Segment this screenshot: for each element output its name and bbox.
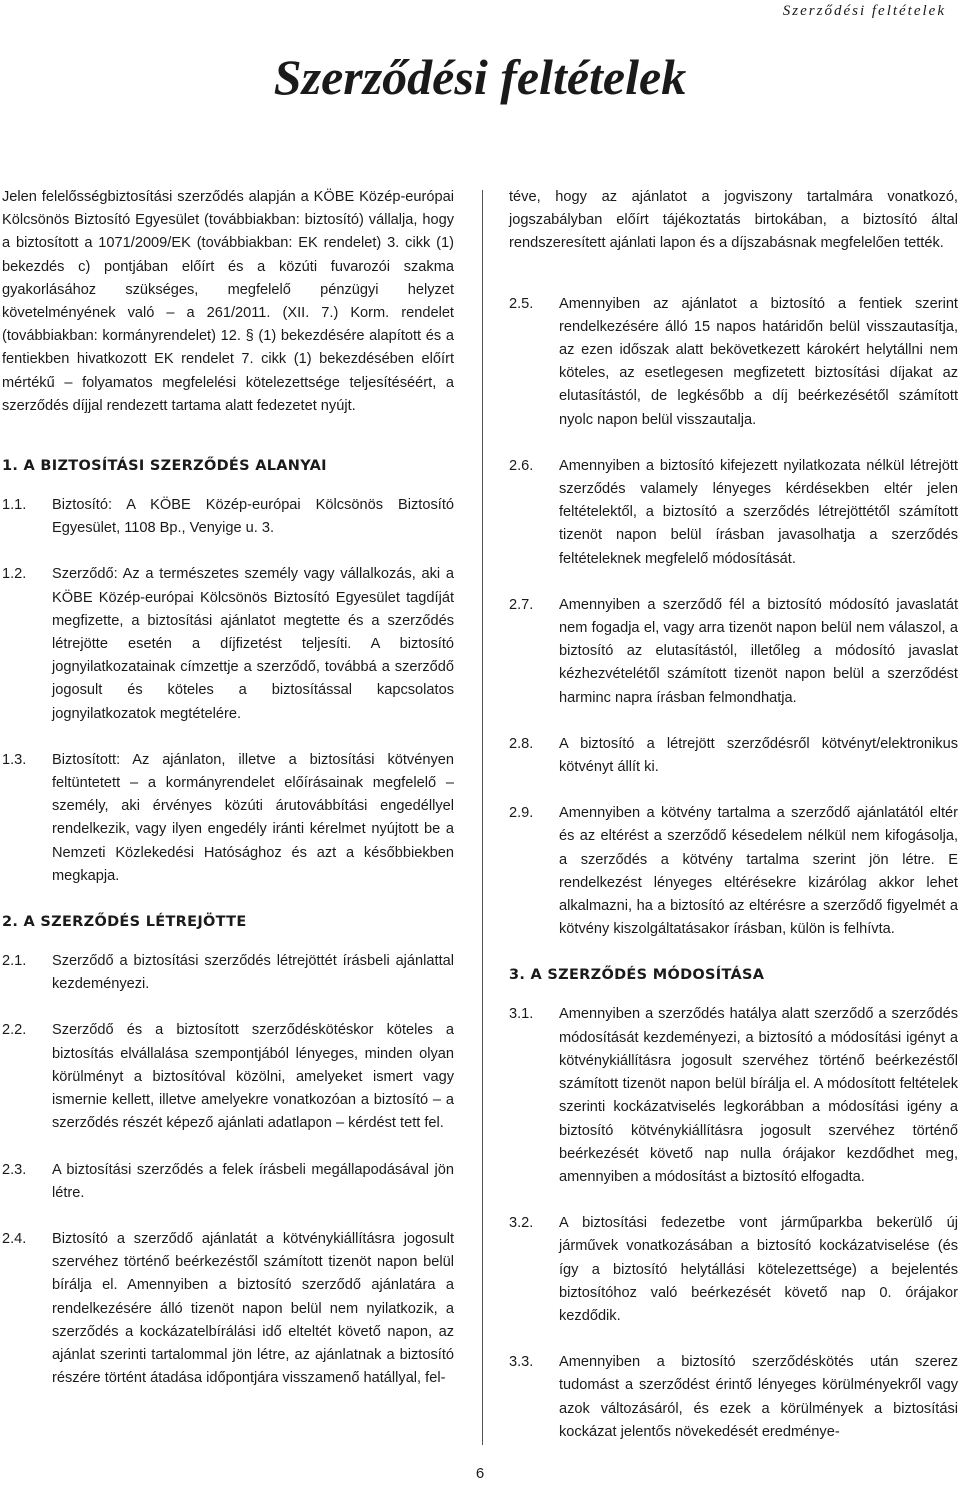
clause-text: Amennyiben az ajánlatot a biztosító a fentiek szerint rendelkezésére álló 15 napos határidőn belül visszautasítja, az ezen időszak alatt bekövetkezett károkért helytállni nem köteles, az esetlegesen megfizetett biztosítási díjakat az elutasítástól, de legkésőbb a díj beérkezésétől számított nyolc napon belül visszautalja. [559, 295, 958, 428]
clause-number: 1.1. [2, 497, 27, 514]
clause-text: Amennyiben a biztosító szerződéskötés után szerez tudomást a szerződést érintő lényeges körülményekről vagy azok változásáról, és ezek a körülmények a biztosítási kockázat jelentős növekedését eredménye- [559, 1354, 958, 1440]
clause-number: 2.4. [2, 1230, 27, 1247]
clause-text: A biztosító a létrejött szerződésről kötvényt/elektronikus kötvényt állít ki. [559, 735, 958, 776]
section-1-heading: 1. A BIZTOSÍTÁSI SZERZŐDÉS ALANYAI [2, 458, 327, 475]
clause-text: Biztosító: A KÖBE Közép-európai Kölcsönös Biztosító Egyesület, 1108 Bp., Venyige u. 3. [52, 497, 454, 537]
clause-2-4 [2, 1228, 454, 1390]
clause-number: 2.1. [2, 953, 27, 970]
clause-text: Amennyiben a biztosító kifejezett nyilatkozata nélkül létrejött szerződés valamely lényeges kérdésekben eltér jelen feltételektől, a biztosító a szerződés létrejöttétől számított tizenöt napon belül írásban javasolhatja a szerződés feltételeknek megfelelő módosítását. [559, 457, 958, 567]
clause-2-9 [509, 802, 958, 941]
clause-2-3 [2, 1159, 454, 1205]
clause-number: 2.7. [509, 596, 534, 613]
clause-number: 3.2. [509, 1215, 534, 1232]
clause-number: 3.1. [509, 1006, 534, 1023]
section-3-heading: 3. A SZERZŐDÉS MÓDOSÍTÁSA [509, 967, 765, 984]
clause-number: 1.3. [2, 751, 27, 768]
clause-text: A biztosítási fedezetbe vont járműparkba bekerülő új járművek vonatkozásában a biztosító kockázatviselése (és így a biztosító helytállási kötelezettsége) a bejelentés biztosítóhoz való beérkezését követő nap 0. órájakor kezdődik. [559, 1215, 958, 1324]
clause-number: 1.2. [2, 566, 27, 583]
section-2-heading: 2. A SZERZŐDÉS LÉTREJÖTTE [2, 914, 247, 931]
section-3 [509, 964, 958, 1443]
column-divider [482, 190, 483, 1445]
clause-text: Biztosító a szerződő ajánlatát a kötvénykiállításra jogosult szervéhez történő beérkezéstől számított tizenöt napon belül bírálja el. Amennyiben a biztosító szerződő ajánlatára a rendelkezésére álló tizenöt napon belül nem nyilatkozik, a szerződés a kockázatelbírálási idő elteltét követő napon, az ajánlat szerinti tartalommal jön létre, az ajánlatnak a biztosító részére történt átadása időpontjára visszamenő hatállyal, fel- [52, 1230, 454, 1387]
clause-text: Szerződő és a biztosított szerződéskötéskor köteles a biztosítás elvállalása szempontjából lényeges, minden olyan körülményt a biztosítóval közölni, amelyeket ismert vagy ismernie kellett, illetve amelyekre vonatkozóan a biztosító – a szerződés részét képező ajánlati adatlapon – kérdést tett fel. [52, 1022, 454, 1132]
clause-text: Biztosított: Az ajánlaton, illetve a biztosítási kötvényen feltüntetett – a kormányrendelet előírásainak megfelelő – személy, aki érvényes közúti árutovábbítási engedéllyel rendelkezik, vagy ilyen engedély iránti kérelmet nyújtott be a Nemzeti Közlekedési Hatósághoz és azt a későbbiekben megkapja. [52, 751, 454, 884]
clause-2-7 [509, 594, 958, 710]
running-header: Szerződési feltételek [782, 3, 946, 19]
left-column [2, 186, 454, 1413]
clause-text: Szerződő: Az a természetes személy vagy vállalkozás, aki a KÖBE Közép-európai Kölcsönös Biztosító Egyesület tagdíját megfizette, a biztosítási ajánlatot megtette és a szerződés létrejötte esetén a díjfizetést teljesíti. A biztosító jognyilatkozatainak címzettje a szerződő, továbbá a szerződő jogosult és köteles a biztosítással kapcsolatos jognyilatkozatok megtételére. [52, 566, 454, 722]
clause-text: Amennyiben a kötvény tartalma a szerződő ajánlatától eltér és az eltérést a szerződő késedelem nélkül nem kifogásolja, a szerződés a kötvény tartalma szerint jön létre. E rendelkezést lényeges eltérésekre kizárólag akkor lehet alkalmazni, ha a biztosító az eltérésre a szerződő figyelmét a kötvény kiszolgáltatásakor írásban, külön is felhívta. [559, 805, 958, 938]
clause-text: A biztosítási szerződés a felek írásbeli megállapodásával jön létre. [52, 1161, 454, 1201]
clause-number: 3.3. [509, 1354, 534, 1371]
clause-number: 2.5. [509, 295, 534, 312]
clause-2-2 [2, 1019, 454, 1135]
clause-2-5 [509, 293, 958, 432]
clause-1-2 [2, 563, 454, 725]
clause-1-3 [2, 749, 454, 888]
clause-text: Amennyiben a szerződés hatálya alatt szerződő a szerződés módosítását kezdeményezi, a biztosító a módosítási igényt a kötvénykiállításra jogosult szervéhez történő beérkezéstől számított tizenöt napon belül bírálja el. A módosított feltételek szerinti kockázatviselés legkorábban a módosítási igény a biztosító kötvénykiállításra jogosult szervéhez történő beérkezését követő nap nulla órájakor kezdődhet meg, amennyiben a módosítást a biztosító elfogadta. [559, 1006, 958, 1185]
clause-3-3 [509, 1351, 958, 1444]
section-1 [2, 455, 454, 888]
right-column [509, 186, 958, 1467]
clause-number: 2.8. [509, 735, 534, 752]
clause-1-1 [2, 494, 454, 540]
clause-text: Szerződő a biztosítási szerződés létrejöttét írásbeli ajánlattal kezdeményezi. [52, 953, 454, 993]
clause-3-2 [509, 1212, 958, 1328]
clause-number: 2.6. [509, 457, 534, 474]
clause-number: 2.2. [2, 1022, 27, 1039]
page-number: 6 [475, 1465, 485, 1482]
clause-number: 2.3. [2, 1161, 27, 1178]
continuation-paragraph: téve, hogy az ajánlatot a jogviszony tartalmára vonatkozó, jogszabályban előírt tájékoztatás birtokában, a biztosító által rendszeresített ajánlati lapon és a díjszabásnak megfelelően tették. [509, 189, 958, 252]
clause-text: Amennyiben a szerződő fél a biztosító módosító javaslatát nem fogadja el, vagy arra tizenöt napon belül nem válaszol, a biztosító az elutasítástól, illetőleg a módosító javaslat kézhezvételétől számított tizenöt napon belül a szerződést harminc napra írásban felmondhatja. [559, 596, 958, 706]
intro-paragraph: Jelen felelősségbiztosítási szerződés alapján a KÖBE Közép-európai Kölcsönös Biztosító Egyesület (továbbiakban: biztosító) vállalja, hogy a biztosított a 1071/2009/EK (továbbiakban: EK rendelet) 3. cikk (1) bekezdés c) pontjában előírt és a közúti fuvarozói szakma gyakorlásához szükséges, megfelelő pénzügyi helyzet követelményének való – a 261/2011. (XII. 7.) Korm. rendelet (továbbiakban: kormányrendelet) 12. § (1) bekezdésére alapított és a fentiekben hivatkozott EK rendelet 7. cikk (1) bekezdésében előírt mértékű – folyamatos megfelelési kötelezettsége teljesítéséért, a szerződés díjjal rendezett tartama alatt fedezetet nyújt. [2, 189, 454, 414]
clause-2-1 [2, 950, 454, 996]
clause-2-6 [509, 455, 958, 571]
page-title: Szerződési feltételek [273, 49, 687, 105]
clause-number: 2.9. [509, 805, 534, 822]
clause-3-1 [509, 1003, 958, 1189]
section-2 [2, 911, 454, 1390]
clause-2-8 [509, 733, 958, 779]
